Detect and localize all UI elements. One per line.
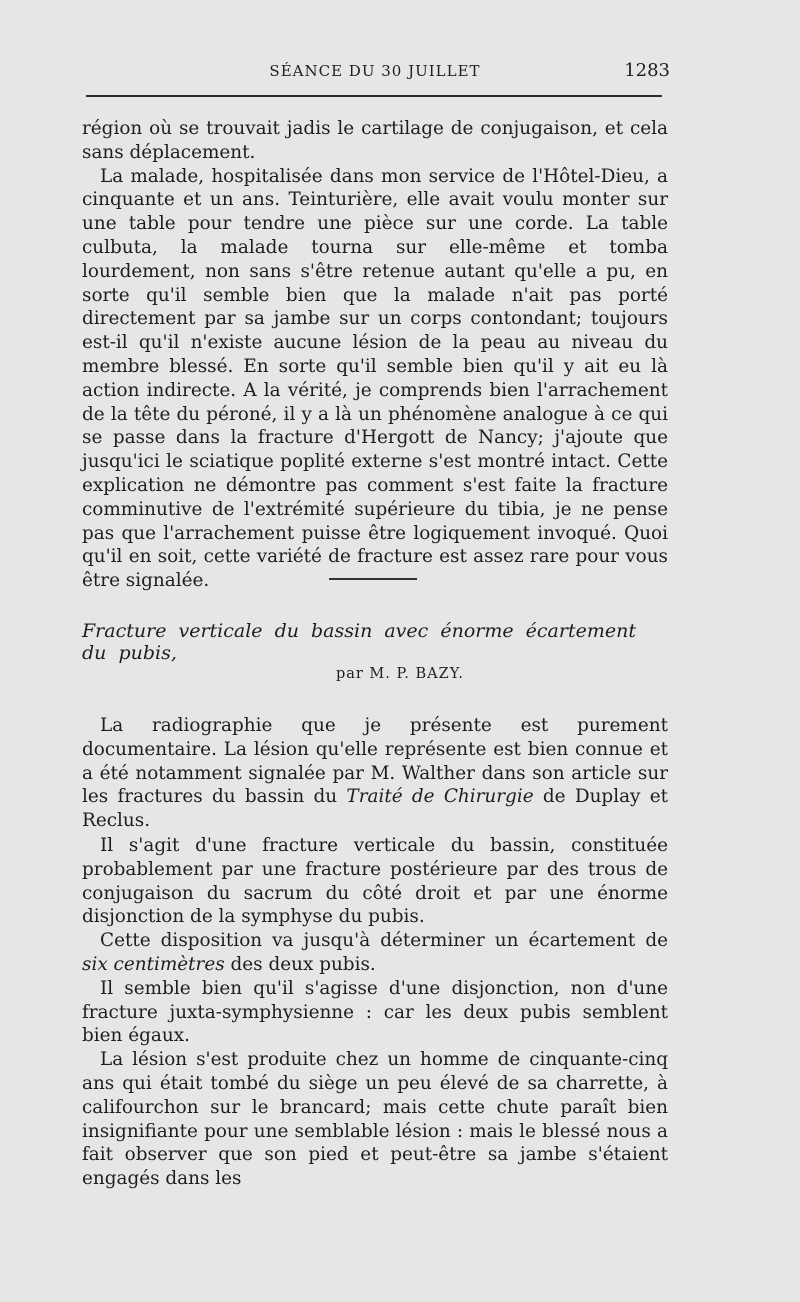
article-paragraph-5: La lésion s'est produite chez un homme de cinquante-cinq ans qui était tombé du siège un peu élevé de sa charrette, à califourchon sur le brancard; mais cette chute paraît bien insignifiante pour une semblable lésion : mais le blessé nous a fait observer que son pied et peut-être sa jambe s'étaient engagés dans les [82,1049,668,1190]
article-p1-text: La radiographie que je présente est purement documentaire. La lésion qu'elle représente est bien connue et a été notamment signalée par M. Walther dans son article sur les fractures du bassin du [82,715,668,808]
article-paragraph-4: Il semble bien qu'il s'agisse d'une disjonction, non d'une fracture juxta-symphysienne : car les deux pubis semblent bien égaux. [82,977,668,1047]
continued-paragraph-2: La malade, hospitalisée dans mon service de l'Hôtel-Dieu, a cinquante et un ans. Teinturière, elle avait voulu monter sur une table pour tendre une pièce sur une corde. La table culbuta, la malade tourna sur elle-même et tomba lourdement, non sans s'être retenue autant qu'elle a pu, en sorte qu'il semble bien que la malade n'ait pas porté directement par sa jambe sur un corps contondant; toujours est-il qu'il n'existe aucune lésion de la peau au niveau du membre blessé. En sorte qu'il semble bien qu'il y ait eu là action indirecte. A la vérité, je comprends bien l'arrachement de la tête du péroné, il y a là un phénomène analogue à ce qui se passe dans la fracture d'Hergott de Nancy; j'ajoute que jusqu'ici le sciatique poplité externe s'est montré intact. Cette explication ne démontre pas comment s'est faite la fracture comminutive de l'extrémité supérieure du tibia, je ne pense pas que l'arrachement puisse être logiquement invoqué. Quoi qu'il en soit, cette variété de fracture est assez rare pour vous être signalée. [82,165,668,592]
continued-paragraph-1: région où se trouvait jadis le cartilage de conjugaison, et cela sans déplacement. [82,118,668,163]
article-p1-end: de Duplay et Reclus. [82,786,668,832]
header-rule [86,95,662,97]
article-p3-italic: six centimètres [82,953,225,975]
article-body [82,834,668,1191]
section-separator [329,578,417,580]
article-author: par M. P. BAZY. [335,666,465,682]
article-title: Fracture verticale du bassin avec énorme écartement du pubis, [82,620,636,664]
page-header [80,56,670,86]
page-number: 1283 [624,60,670,81]
continued-section [82,117,668,593]
article-p3-text: Cette disposition va jusqu'à déterminer un écartement de [100,930,668,952]
article-p3-end: des deux pubis. [230,953,376,975]
article-p1-italic: Traité de Chirurgie [346,786,534,808]
article-paragraph-3 [82,929,668,977]
article-paragraph-2: Il s'agit d'une fracture verticale du bassin, constituée probablement par une fracture postérieure par des trous de conjugaison du sacrum du côté droit et par une énorme disjonction de la symphyse du pubis. [82,835,668,928]
running-head: SÉANCE DU 30 JUILLET [269,62,481,80]
article-paragraph-1 [82,714,668,833]
